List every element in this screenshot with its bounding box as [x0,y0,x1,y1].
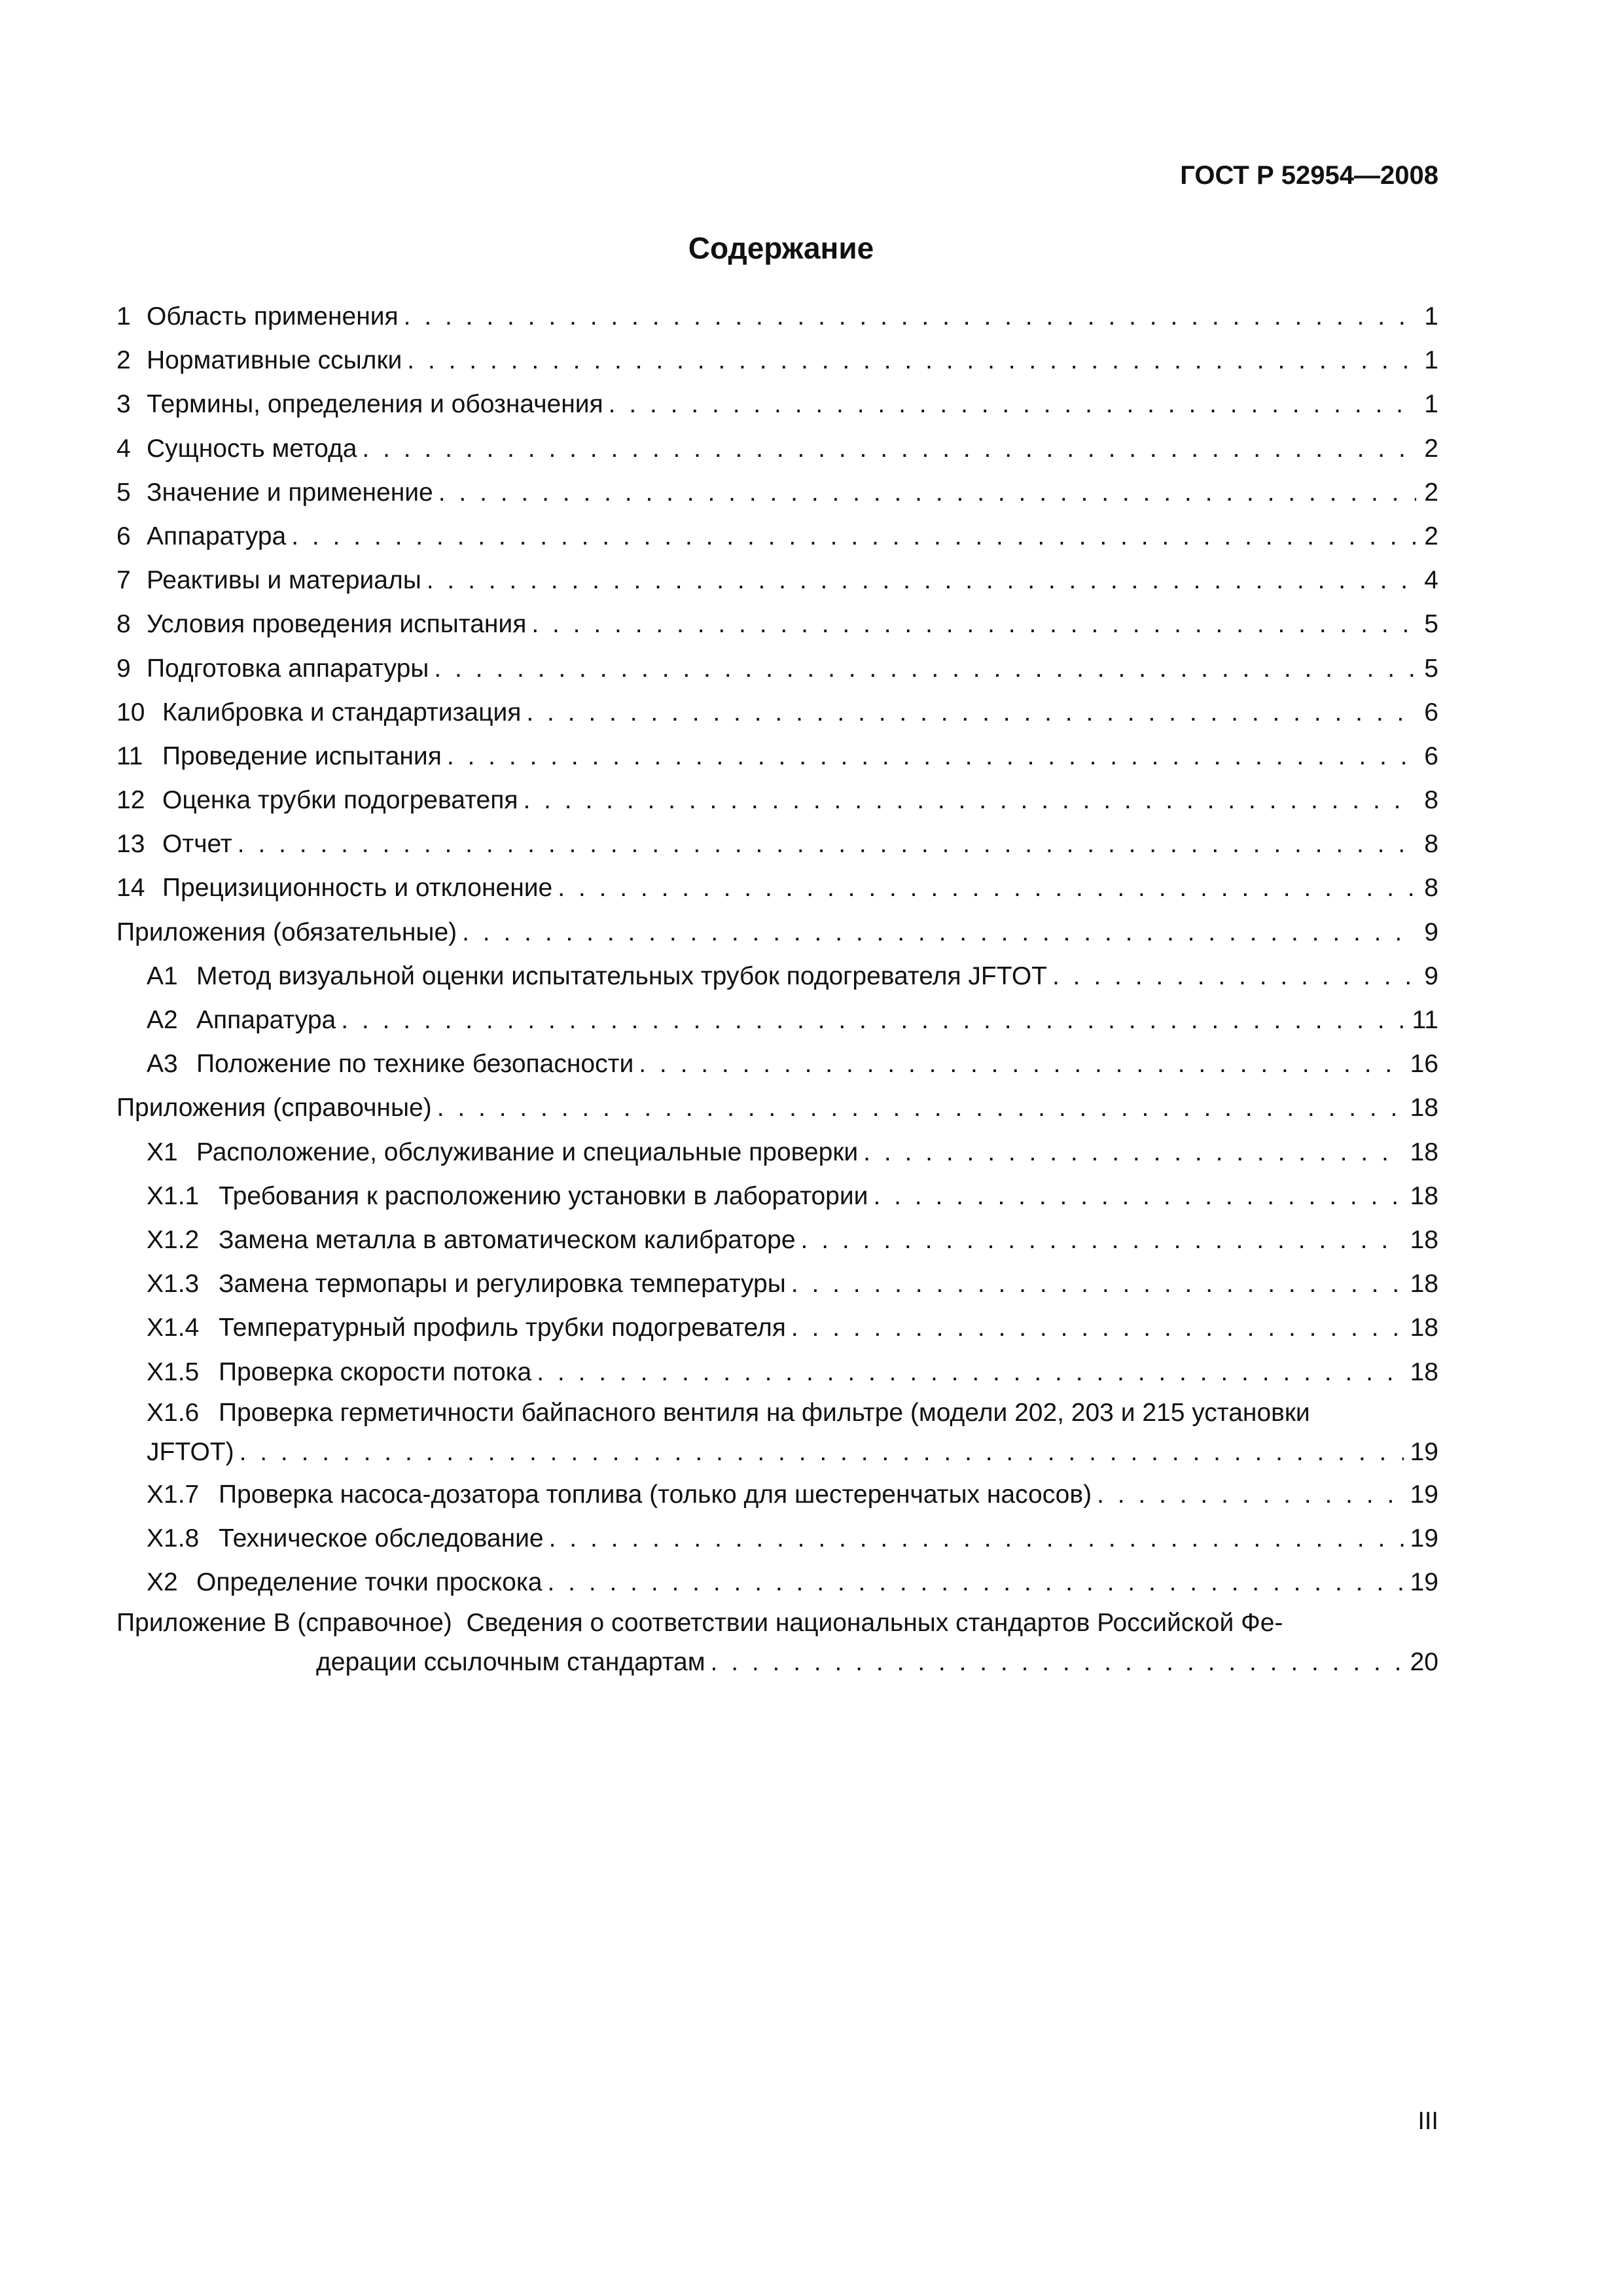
toc-entry-number: 6 [116,522,131,550]
toc-entry[interactable] [116,1604,1438,1683]
toc-entry-number: 5 [116,478,131,507]
toc-entry-page: 18 [1410,1138,1438,1166]
document-code: ГОСТ Р 52954—2008 [1180,161,1438,190]
toc-entry[interactable] [116,1174,1438,1218]
leader-dots [1052,954,1416,998]
toc-entry-page: 20 [1410,1648,1438,1677]
toc-entry-page: 1 [1424,390,1438,419]
toc-entry[interactable] [116,1560,1438,1604]
toc-entry[interactable] [116,647,1438,691]
toc-entry-page: 2 [1424,522,1438,550]
toc-entry-label: Замена металла в автоматическом калибраторе [219,1225,796,1254]
toc-entry-label: Расположение, обслуживание и специальные проверки [196,1138,859,1166]
leader-dots [549,1516,1404,1560]
leader-dots [863,1130,1403,1174]
leader-dots [547,1560,1403,1604]
toc-entry-page: 19 [1410,1437,1438,1466]
leader-dots [526,691,1416,734]
toc-entry-page: 8 [1424,830,1438,859]
toc-entry-page: 18 [1410,1225,1438,1254]
leader-dots [238,822,1416,866]
toc-entry-label: Проверка герметичности байпасного вентиля на фильтре (модели 202, 203 и 215 установки [219,1398,1310,1427]
toc-entry-page: 19 [1410,1480,1438,1509]
toc-entry-label: Прецизиционность и отклонение [162,874,553,903]
leader-dots [404,295,1416,338]
toc-entry-page: 18 [1410,1270,1438,1299]
leader-dots [291,514,1416,558]
leader-dots [407,338,1416,382]
toc-entry-page: 19 [1410,1568,1438,1597]
toc-entry[interactable] [116,1042,1438,1086]
toc-entry[interactable] [116,734,1438,778]
leader-dots [523,778,1416,822]
toc-entry-number: 2 [116,346,131,375]
toc-entry[interactable] [116,866,1438,910]
toc-entry-label: Калибровка и стандартизация [162,698,522,726]
leader-dots [558,866,1416,910]
toc-entry-page: 19 [1410,1524,1438,1552]
toc-entry[interactable] [116,382,1438,426]
toc-entry[interactable] [116,514,1438,558]
leader-dots [537,1350,1403,1394]
toc-entry-number: 3 [116,390,131,419]
toc-entry[interactable] [116,471,1438,514]
toc-entry[interactable] [116,1306,1438,1350]
toc-entry-number: 10 [116,698,145,726]
page-title: Содержание [688,231,874,265]
toc-entry-page: 18 [1410,1357,1438,1386]
leader-dots [609,382,1416,426]
leader-dots [873,1174,1403,1218]
toc-entry-page: 11 [1412,1006,1438,1034]
toc-entry-number: X2 [147,1568,178,1597]
toc-entry-number: X1.2 [147,1225,200,1254]
toc-entry-number: 14 [116,874,145,903]
toc-entry[interactable] [116,822,1438,866]
toc-entry-page: 4 [1424,566,1438,595]
toc-entry-number: X1.8 [147,1524,200,1552]
toc-entry-number: А3 [147,1050,178,1079]
toc-entry-label: Аппаратура [147,522,287,550]
toc-entry-label: Термины, определения и обозначения [147,390,603,419]
toc-entry[interactable] [116,1130,1438,1174]
toc-entry-page: 5 [1424,610,1438,639]
table-of-contents [116,295,1438,1683]
toc-entry-label: Реактивы и материалы [147,566,421,595]
toc-entry-label: Оценка трубки подогреватепя [162,786,518,815]
toc-entry[interactable] [116,427,1438,471]
toc-entry-number: 1 [116,302,131,331]
toc-entry[interactable] [116,691,1438,734]
toc-entry-page: 2 [1424,478,1438,507]
toc-entry[interactable] [116,1262,1438,1306]
toc-entry-label: Проведение испытания [162,742,442,770]
toc-entry-page: 2 [1424,434,1438,463]
toc-entry-label: Сущность метода [147,434,357,463]
leader-dots [639,1042,1403,1086]
toc-entry-label: Метод визуальной оценки испытательных трубок подогревателя JFTOT [196,961,1048,990]
toc-entry-label-continued: JFTOT) [147,1437,234,1466]
leader-dots [341,998,1405,1042]
toc-entry[interactable] [116,998,1438,1042]
toc-entry-page: 9 [1424,961,1438,990]
toc-entry-number: А2 [147,1006,178,1034]
leader-dots [427,558,1416,602]
toc-entry-number: 12 [116,786,145,815]
leader-dots [434,647,1416,691]
toc-entry-label: Требования к расположению установки в лаборатории [219,1181,868,1210]
leader-dots [801,1218,1404,1262]
toc-entry[interactable] [116,910,1438,954]
leader-dots [447,734,1416,778]
toc-entry-number: Приложение В (справочное) [116,1609,452,1638]
leader-dots [711,1642,1404,1683]
toc-entry[interactable] [116,1394,1438,1473]
toc-entry-page: 6 [1424,698,1438,726]
toc-entry-page: 1 [1424,346,1438,375]
toc-entry-label: Аппаратура [196,1006,336,1034]
toc-entry-page: 9 [1424,918,1438,946]
toc-entry-page: 8 [1424,874,1438,903]
toc-entry-number: 4 [116,434,131,463]
toc-entry-label: Сведения о соответствии национальных стандартов Российской Фе- [466,1609,1283,1638]
toc-entry-label-continued: дерации ссылочным стандартам [316,1648,705,1677]
toc-entry-label: Приложения (обязательные) [116,918,457,946]
toc-entry-number: 9 [116,654,131,683]
toc-entry-number: X1.7 [147,1480,200,1509]
toc-entry-page: 1 [1424,302,1438,331]
toc-entry-number: X1.3 [147,1270,200,1299]
leader-dots [1097,1473,1404,1516]
toc-entry-number: X1.4 [147,1314,200,1342]
leader-dots [791,1262,1404,1306]
leader-dots [438,471,1416,514]
leader-dots [791,1306,1404,1350]
toc-entry-label: Положение по технике безопасности [196,1050,634,1079]
toc-entry[interactable] [116,1350,1438,1394]
toc-entry-label: Проверка насоса-дозатора топлива (только для шестеренчатых насосов) [219,1480,1092,1509]
toc-entry-number: X1 [147,1138,178,1166]
toc-entry-page: 18 [1410,1094,1438,1122]
leader-dots [531,602,1416,646]
toc-entry-number: 11 [116,742,143,770]
toc-entry[interactable] [116,558,1438,602]
toc-entry-number: А1 [147,961,178,990]
toc-entry-label: Проверка скорости потока [219,1357,532,1386]
toc-entry-label: Определение точки проскока [196,1568,543,1597]
leader-dots [462,910,1416,954]
toc-entry-label: Подготовка аппаратуры [147,654,429,683]
toc-entry-label: Нормативные ссылки [147,346,402,375]
page-number: III [1418,2108,1438,2135]
toc-entry[interactable] [116,954,1438,998]
toc-entry-page: 8 [1424,786,1438,815]
toc-entry-page: 5 [1424,654,1438,683]
toc-entry[interactable] [116,1086,1438,1130]
toc-entry-page: 6 [1424,742,1438,770]
leader-dots [362,427,1416,471]
toc-entry-page: 18 [1410,1181,1438,1210]
toc-entry[interactable] [116,1516,1438,1560]
toc-entry[interactable] [116,602,1438,646]
toc-entry-label: Техническое обследование [219,1524,544,1552]
toc-entry[interactable] [116,1473,1438,1516]
toc-entry-label: Область применения [147,302,399,331]
toc-entry-page: 16 [1410,1050,1438,1079]
toc-entry-label: Условия проведения испытания [147,610,527,639]
toc-entry-label: Замена термопары и регулировка температуры [219,1270,786,1299]
toc-entry-number: 7 [116,566,131,595]
toc-entry-number: X1.1 [147,1181,200,1210]
toc-entry-label: Отчет [162,830,232,859]
toc-entry-number: X1.5 [147,1357,200,1386]
toc-entry-label: Приложения (справочные) [116,1094,432,1122]
toc-entry[interactable] [116,778,1438,822]
toc-entry-number: 13 [116,830,145,859]
toc-entry-label: Температурный профиль трубки подогревателя [219,1314,786,1342]
toc-entry[interactable] [116,295,1438,338]
toc-entry-number: X1.6 [147,1398,200,1427]
leader-dots [437,1086,1404,1130]
toc-entry-label: Значение и применение [147,478,433,507]
toc-entry[interactable] [116,1218,1438,1262]
toc-entry-number: 8 [116,610,131,639]
leader-dots [240,1432,1404,1473]
toc-entry[interactable] [116,338,1438,382]
toc-entry-page: 18 [1410,1314,1438,1342]
